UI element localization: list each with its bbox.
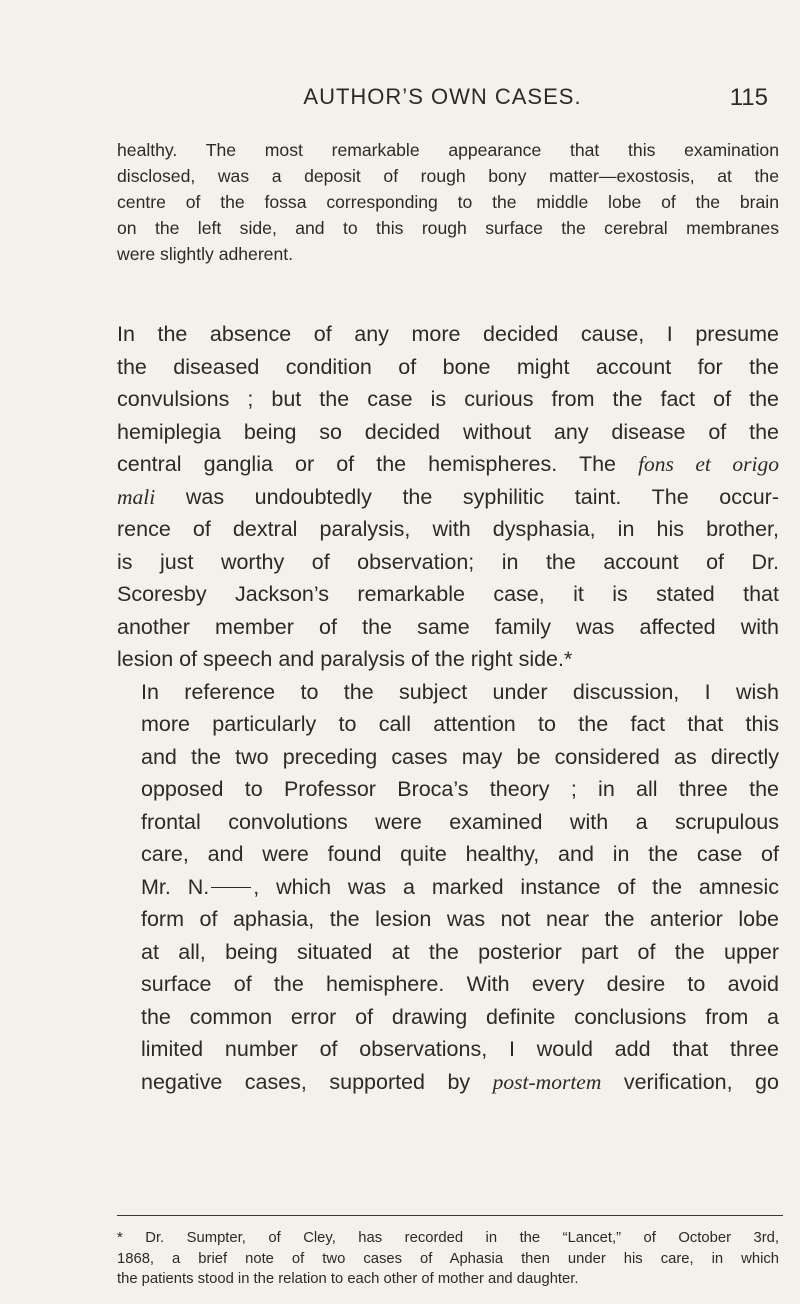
text-line: more particularly to call attention to the fact that this bbox=[141, 712, 779, 736]
latin-phrase: post-mortem bbox=[492, 1069, 602, 1094]
text-line: disclosed, was a deposit of rough bony matter—exostosis, at the bbox=[117, 166, 779, 186]
text-line bbox=[117, 871, 779, 904]
name-dash bbox=[211, 887, 251, 888]
text-line: at all, being situated at the posterior part of the upper bbox=[141, 939, 779, 964]
running-head bbox=[117, 82, 768, 112]
text-line: surface of the hemisphere. With every desire to avoid bbox=[141, 972, 779, 996]
text-line bbox=[117, 481, 779, 514]
footnote-line: 1868, a brief note of two cases of Aphasia then under his care, in which bbox=[117, 1250, 779, 1267]
text-segment: was undoubtedly the syphilitic taint. The occur- bbox=[185, 484, 779, 509]
footnote-rule bbox=[117, 1215, 783, 1216]
footnote bbox=[117, 1228, 779, 1290]
text-segment: central ganglia or of the hemispheres. bbox=[117, 452, 558, 476]
text-line: hemiplegia being so decided without any disease of the bbox=[117, 419, 779, 444]
paragraph-2 bbox=[117, 676, 779, 1099]
text-segment: Mr. N. bbox=[141, 874, 210, 899]
latin-phrase: fons et origo bbox=[638, 452, 779, 476]
text-line: convulsions ; but the case is curious from the fact of the bbox=[117, 387, 779, 411]
running-head-title: AUTHOR’S OWN CASES. bbox=[303, 84, 582, 109]
text-line: the diseased condition of bone might account for the bbox=[117, 354, 779, 379]
footnote-line: the patients stood in the relation to each other of mother and daughter. bbox=[117, 1271, 579, 1287]
text-line: In the absence of any more decided cause, I presume bbox=[117, 322, 779, 346]
text-line: form of aphasia, the lesion was not near the anterior lobe bbox=[141, 907, 779, 931]
text-line bbox=[117, 1066, 779, 1099]
text-line: were slightly adherent. bbox=[117, 244, 294, 264]
latin-phrase: mali bbox=[117, 484, 156, 509]
text-line: another member of the same family was affected with bbox=[117, 614, 779, 639]
page-number: 115 bbox=[729, 84, 768, 111]
text-line: care, and were found quite healthy, and in the case of bbox=[141, 842, 779, 866]
text-line: is just worthy of observation; in the account of Dr. bbox=[117, 549, 779, 574]
text-line: Scoresby Jackson’s remarkable case, it is stated that bbox=[117, 582, 779, 606]
text-segment: The bbox=[578, 452, 616, 476]
text-segment: , which was a marked instance of the amnesic bbox=[253, 874, 779, 899]
text-line: opposed to Professor Broca’s theory ; in all three the bbox=[141, 777, 779, 801]
text-line: centre of the fossa corresponding to the middle lobe of the brain bbox=[117, 192, 779, 212]
intro-paragraph bbox=[117, 137, 779, 267]
text-line: rence of dextral paralysis, with dysphasia, in his brother, bbox=[117, 517, 779, 541]
text-segment: negative cases, supported by bbox=[141, 1069, 471, 1094]
main-text bbox=[117, 318, 779, 1098]
paragraph-1 bbox=[117, 318, 779, 676]
text-line: lesion of speech and paralysis of the right side.* bbox=[117, 647, 573, 671]
text-line: the common error of drawing definite conclusions from a bbox=[141, 1004, 779, 1029]
footnote-line: * Dr. Sumpter, of Cley, has recorded in the “Lancet,” of October 3rd, bbox=[117, 1230, 779, 1246]
text-line: frontal convolutions were examined with a scrupulous bbox=[141, 809, 779, 834]
text-line: In reference to the subject under discussion, I wish bbox=[141, 679, 779, 704]
text-line: on the left side, and to this rough surface the cerebral membranes bbox=[117, 218, 779, 238]
text-line: healthy. The most remarkable appearance that this examination bbox=[117, 140, 779, 160]
text-segment: verification, go bbox=[623, 1069, 779, 1094]
text-line: and the two preceding cases may be considered as directly bbox=[141, 744, 779, 769]
text-line bbox=[117, 448, 779, 481]
text-line: limited number of observations, I would add that three bbox=[141, 1037, 779, 1061]
